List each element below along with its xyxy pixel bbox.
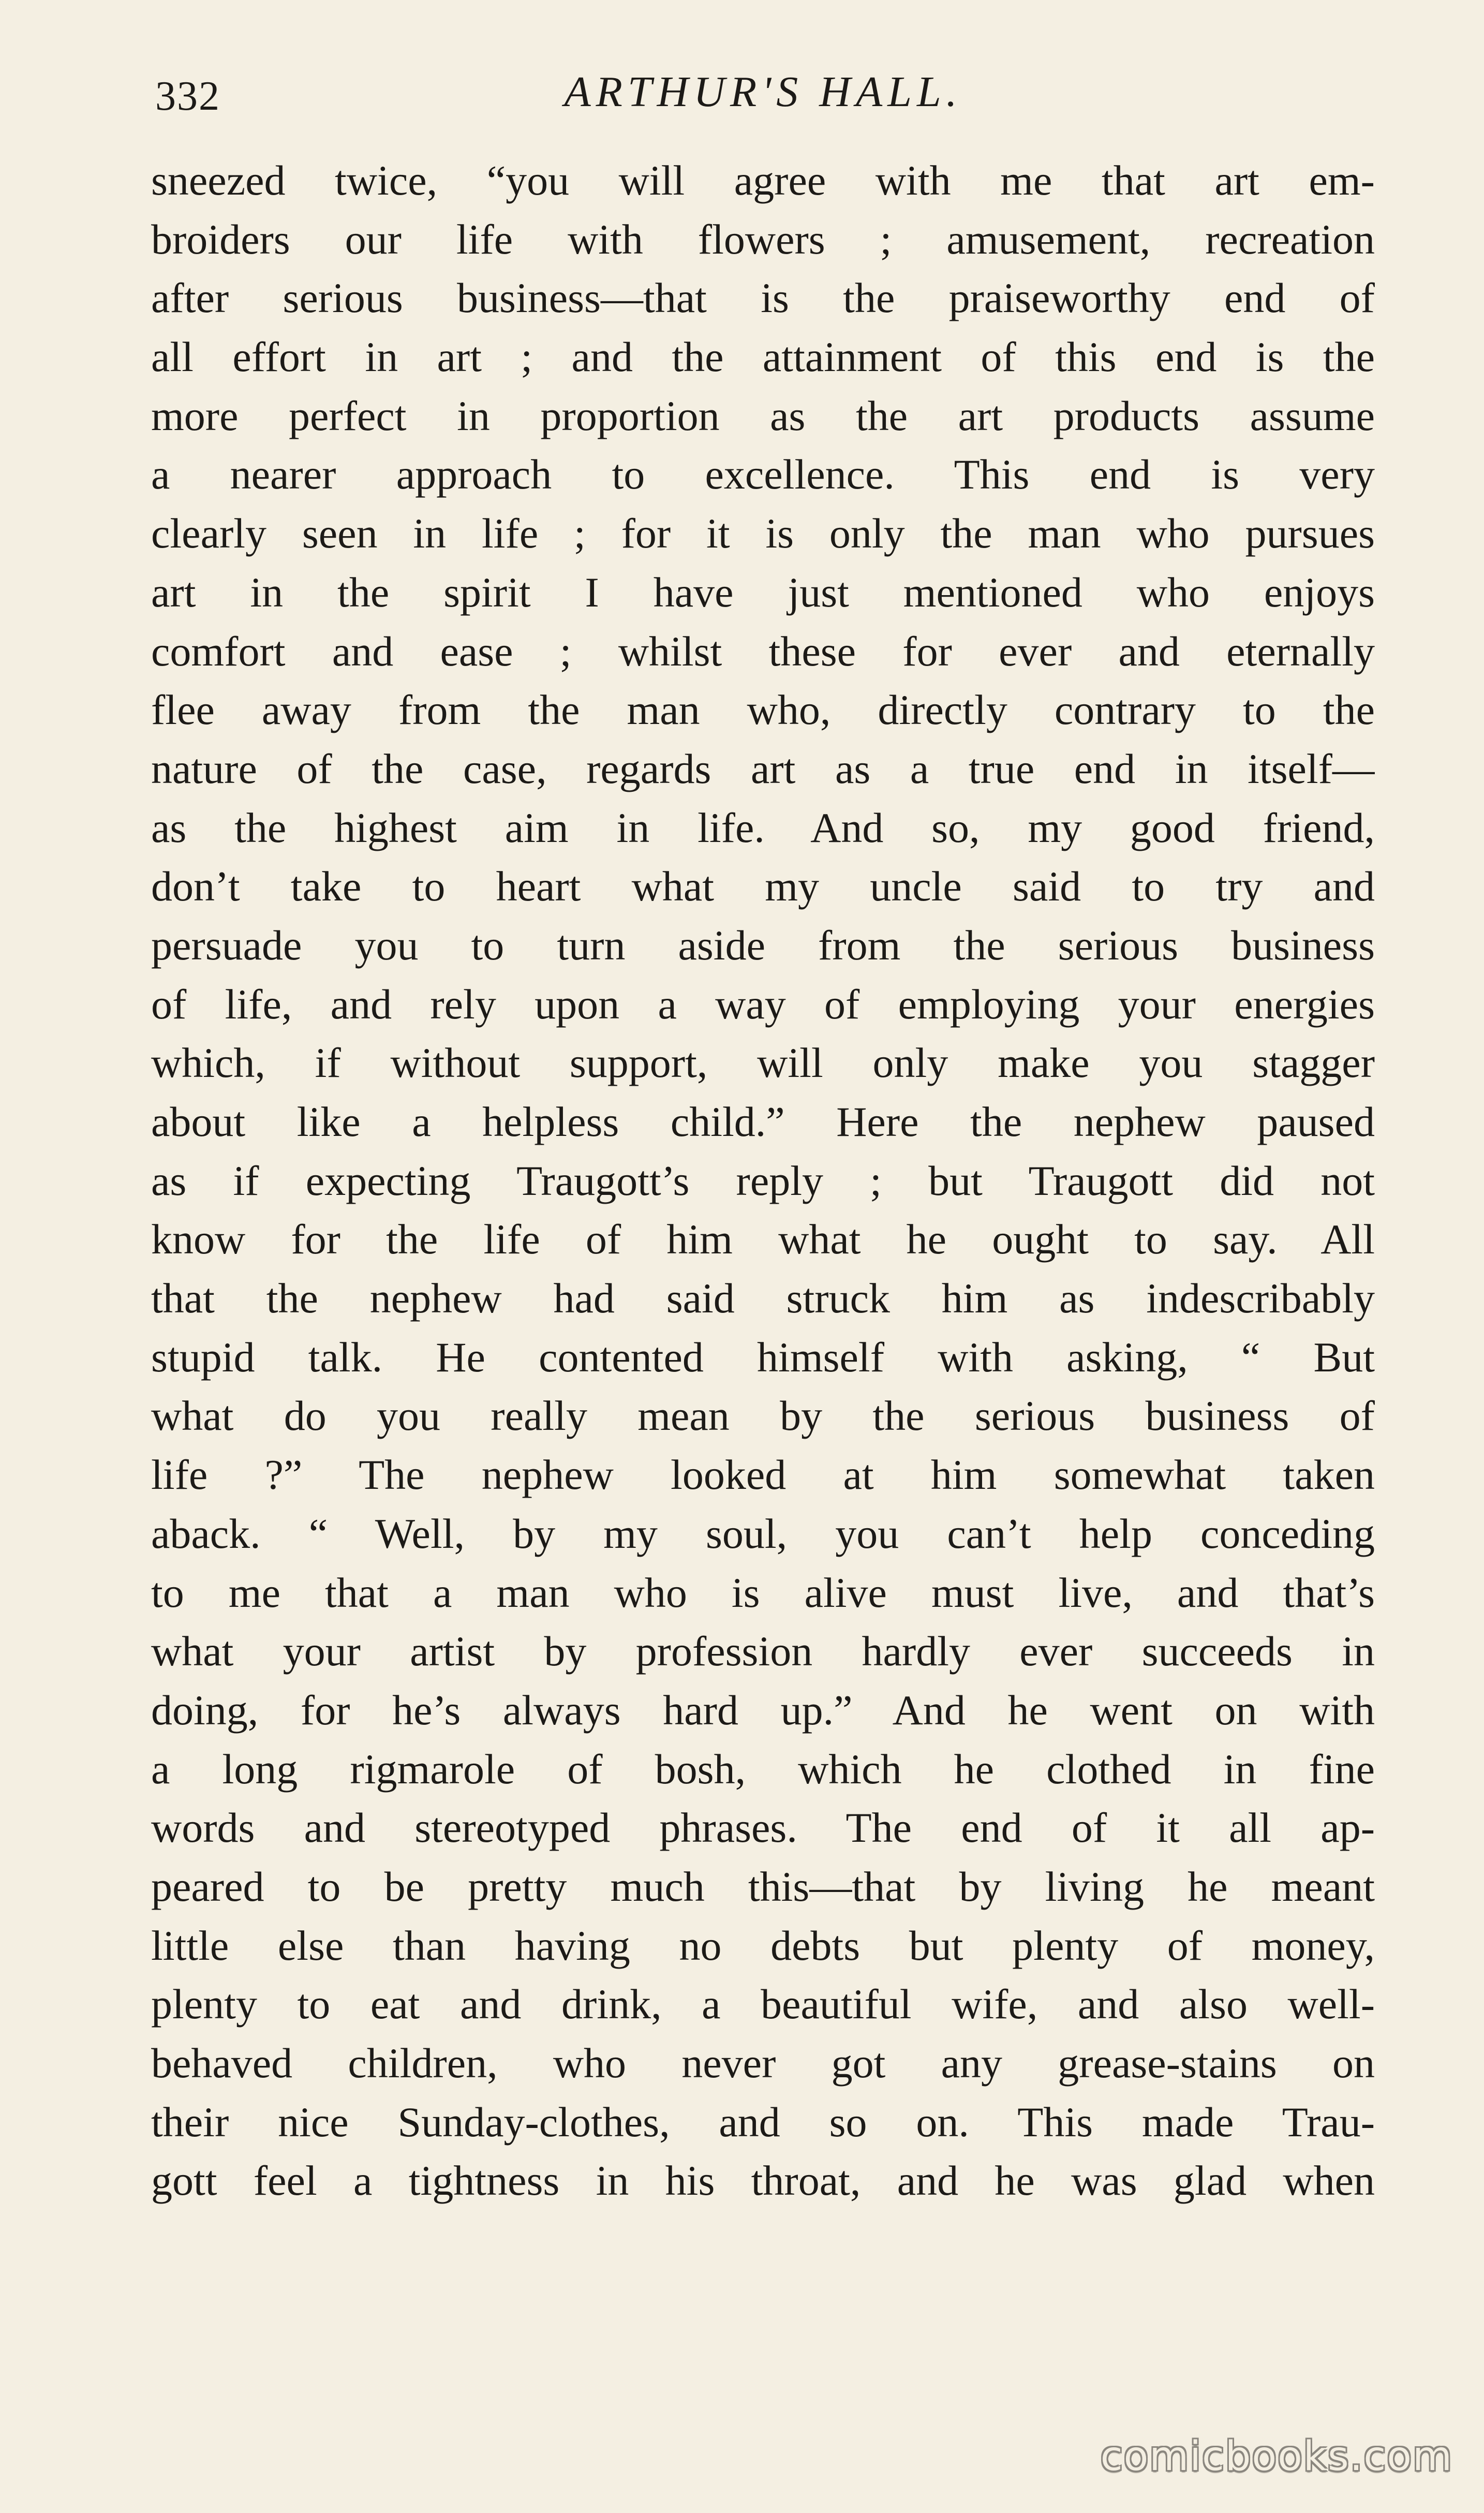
text-line: of life, and rely upon a way of employing your energies — [151, 980, 1375, 1028]
text-line: doing, for he’s always hard up.” And he went on with — [151, 1686, 1375, 1734]
page-number: 332 — [155, 73, 220, 119]
text-line: a long rigmarole of bosh, which he clothed in fine — [151, 1745, 1375, 1793]
text-line: a nearer approach to excellence. This end is very — [151, 451, 1375, 498]
text-line: clearly seen in life ; for it is only the man who pursues — [151, 510, 1375, 557]
text-line: gott feel a tightness in his throat, and he was glad when — [151, 2157, 1375, 2205]
page-header — [150, 61, 1376, 123]
text-line: don’t take to heart what my uncle said to try and — [151, 863, 1375, 910]
text-line: all effort in art ; and the attainment of this end is the — [151, 333, 1375, 381]
text-line: as if expecting Traugott’s reply ; but Traugott did not — [151, 1157, 1375, 1204]
text-line: more perfect in proportion as the art products assume — [151, 392, 1375, 439]
text-line: nature of the case, regards art as a true end in itself— — [151, 745, 1375, 792]
text-line: aback. “ Well, by my soul, you can’t help conceding — [151, 1510, 1375, 1557]
text-line: little else than having no debts but plenty of money, — [151, 1921, 1375, 1969]
text-line: as the highest aim in life. And so, my good friend, — [151, 804, 1375, 851]
text-line: that the nephew had said struck him as indescribably — [151, 1275, 1375, 1322]
text-line: words and stereotyped phrases. The end of it all ap- — [151, 1804, 1375, 1852]
text-line: comfort and ease ; whilst these for ever and eternally — [151, 627, 1375, 675]
text-line: plenty to eat and drink, a beautiful wife, and also well- — [151, 1980, 1375, 2028]
text-line: sneezed twice, “you will agree with me that art em- — [151, 157, 1375, 204]
text-line: peared to be pretty much this—that by living he meant — [151, 1862, 1375, 1910]
text-line: their nice Sunday-clothes, and so on. This made Trau- — [151, 2098, 1375, 2146]
text-line: what do you really mean by the serious business of — [151, 1392, 1375, 1440]
text-line: flee away from the man who, directly contrary to the — [151, 686, 1375, 734]
text-line: after serious business—that is the praiseworthy end of — [151, 274, 1375, 322]
text-line: behaved children, who never got any grease-stains on — [151, 2039, 1375, 2087]
text-line: art in the spirit I have just mentioned who enjoys — [151, 568, 1375, 616]
text-line: persuade you to turn aside from the serious business — [151, 921, 1375, 969]
text-line: broiders our life with flowers ; amusement, recreation — [151, 215, 1375, 263]
watermark: comicbooks.com — [1100, 2433, 1453, 2480]
text-line: know for the life of him what he ought to say. All — [151, 1216, 1375, 1263]
text-line: which, if without support, will only make you stagger — [151, 1039, 1375, 1087]
body-text — [151, 151, 1375, 2210]
running-title: ARTHUR'S HALL. — [564, 68, 962, 116]
text-line: stupid talk. He contented himself with asking, “ But — [151, 1333, 1375, 1381]
text-line: about like a helpless child.” Here the nephew paused — [151, 1098, 1375, 1145]
text-line: to me that a man who is alive must live, and that’s — [151, 1569, 1375, 1616]
text-line: life ?” The nephew looked at him somewhat taken — [151, 1451, 1375, 1499]
text-line: what your artist by profession hardly ever succeeds in — [151, 1628, 1375, 1675]
